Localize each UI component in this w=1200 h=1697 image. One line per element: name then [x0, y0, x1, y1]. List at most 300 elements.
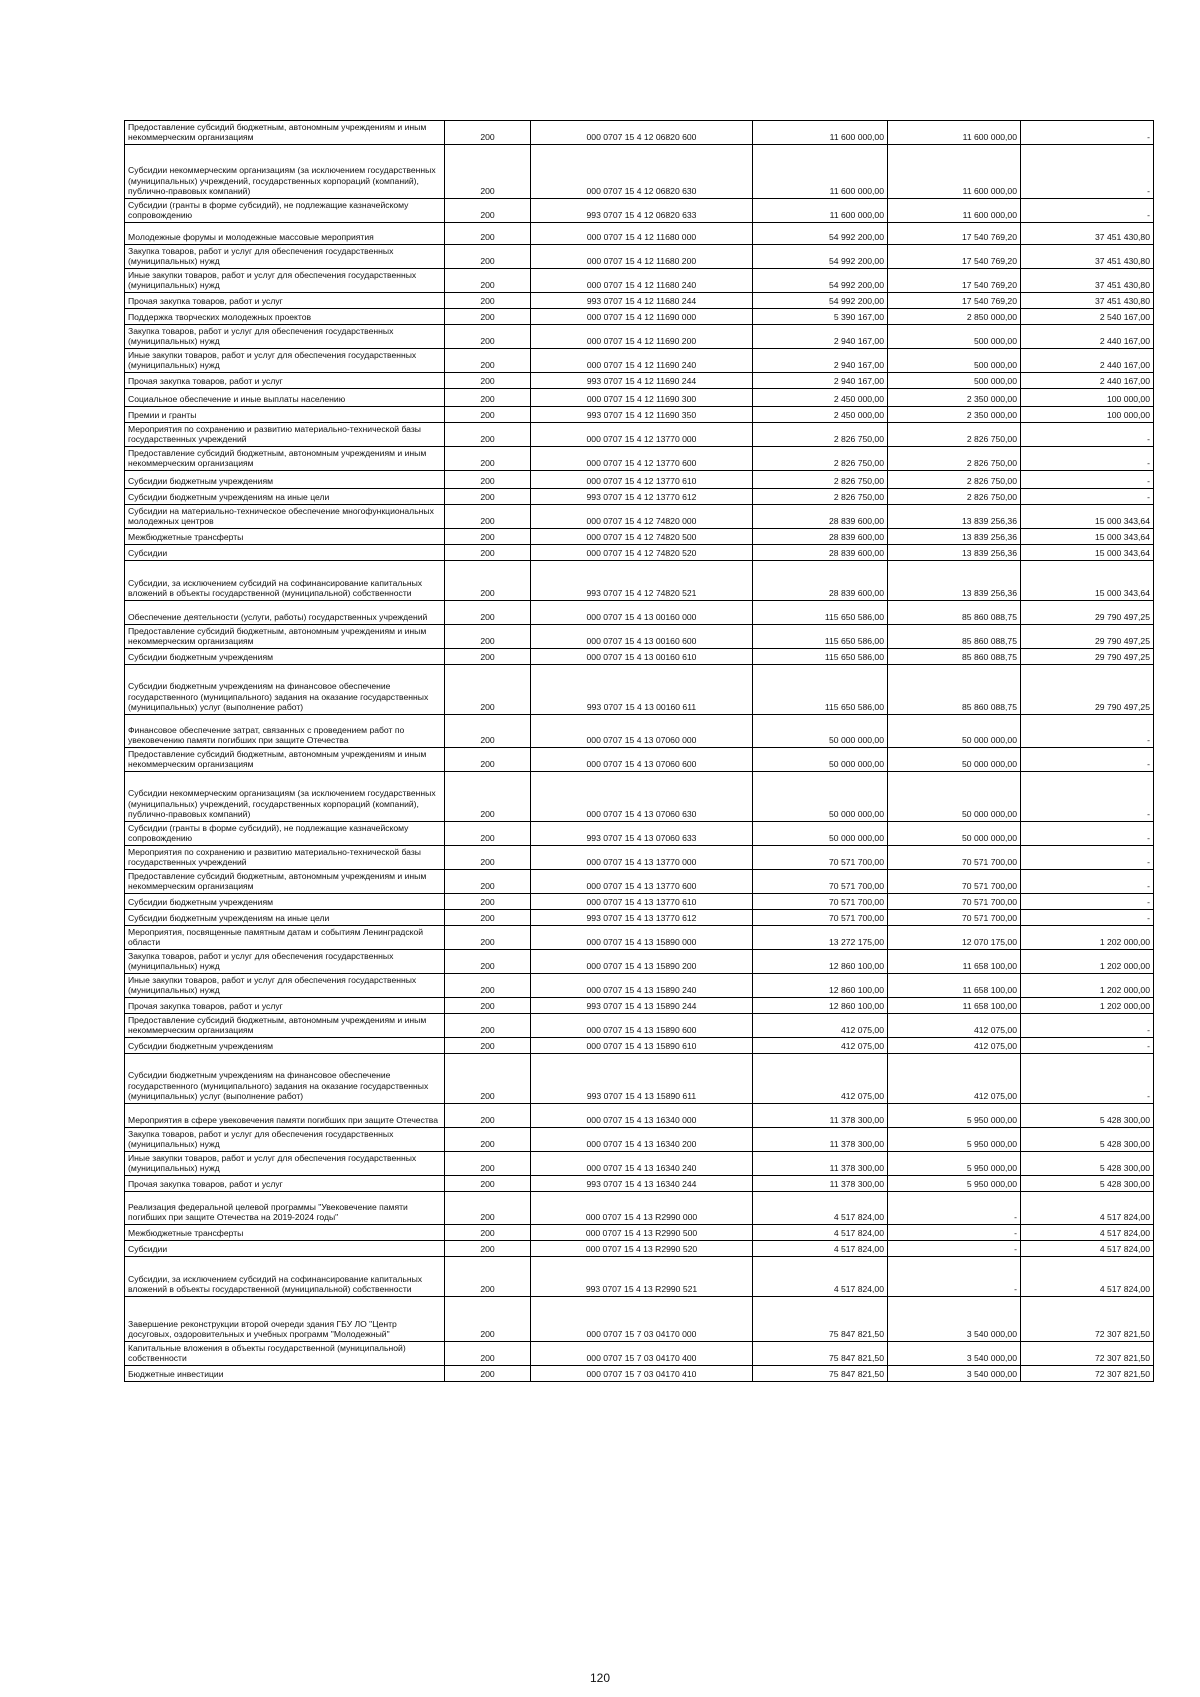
table-row — [125, 1038, 1154, 1054]
executed-amount: 5 950 000,00 — [888, 1176, 1021, 1192]
item-name: Субсидии, за исключением субсидий на софинансирование капитальных вложений в объекты государственной (муниципальной) собственности — [125, 1257, 445, 1297]
table-row — [125, 649, 1154, 665]
approved-amount: 2 826 750,00 — [753, 423, 888, 447]
item-name: Субсидии бюджетным учреждениям — [125, 894, 445, 910]
executed-amount: 50 000 000,00 — [888, 822, 1021, 846]
item-name: Субсидии некоммерческим организациям (за исключением государственных (муниципальных) учреждений, государственных корпораций (компаний), публично-правовых компаний) — [125, 772, 445, 822]
unexecuted-amount: 15 000 343,64 — [1021, 561, 1154, 601]
approved-amount: 28 839 600,00 — [753, 529, 888, 545]
budget-classification-code: 000 0707 15 7 03 04170 410 — [531, 1366, 753, 1382]
unexecuted-amount: - — [1021, 1038, 1154, 1054]
approved-amount: 11 378 300,00 — [753, 1128, 888, 1152]
approved-amount: 2 450 000,00 — [753, 389, 888, 407]
line-code: 200 — [445, 846, 531, 870]
item-name: Закупка товаров, работ и услуг для обеспечения государственных (муниципальных) нужд — [125, 245, 445, 269]
executed-amount: 11 658 100,00 — [888, 950, 1021, 974]
line-code: 200 — [445, 223, 531, 245]
executed-amount: 13 839 256,36 — [888, 505, 1021, 529]
budget-classification-code: 993 0707 15 4 13 R2990 521 — [531, 1257, 753, 1297]
budget-classification-code: 000 0707 15 4 12 11690 300 — [531, 389, 753, 407]
table-row — [125, 529, 1154, 545]
item-name: Субсидии, за исключением субсидий на софинансирование капитальных вложений в объекты государственной (муниципальной) собственности — [125, 561, 445, 601]
approved-amount: 13 272 175,00 — [753, 926, 888, 950]
table-row — [125, 561, 1154, 601]
line-code: 200 — [445, 715, 531, 748]
approved-amount: 115 650 586,00 — [753, 649, 888, 665]
executed-amount: 3 540 000,00 — [888, 1366, 1021, 1382]
line-code: 200 — [445, 1014, 531, 1038]
budget-classification-code: 993 0707 15 4 12 13770 612 — [531, 489, 753, 505]
table-row — [125, 1104, 1154, 1128]
budget-classification-code: 000 0707 15 4 13 07060 000 — [531, 715, 753, 748]
line-code: 200 — [445, 625, 531, 649]
line-code: 200 — [445, 926, 531, 950]
table-row — [125, 373, 1154, 389]
item-name: Закупка товаров, работ и услуг для обеспечения государственных (муниципальных) нужд — [125, 1128, 445, 1152]
budget-classification-code: 000 0707 15 4 13 15890 200 — [531, 950, 753, 974]
executed-amount: 70 571 700,00 — [888, 846, 1021, 870]
line-code: 200 — [445, 1038, 531, 1054]
table-row — [125, 910, 1154, 926]
unexecuted-amount: 37 451 430,80 — [1021, 293, 1154, 309]
item-name: Предоставление субсидий бюджетным, автономным учреждениям и иным некоммерческим организациям — [125, 870, 445, 894]
table-row — [125, 325, 1154, 349]
executed-amount: 5 950 000,00 — [888, 1104, 1021, 1128]
unexecuted-amount: 1 202 000,00 — [1021, 998, 1154, 1014]
executed-amount: 2 350 000,00 — [888, 407, 1021, 423]
budget-classification-code: 000 0707 15 4 12 74820 500 — [531, 529, 753, 545]
approved-amount: 12 860 100,00 — [753, 998, 888, 1014]
executed-amount: 70 571 700,00 — [888, 870, 1021, 894]
budget-classification-code: 000 0707 15 4 12 06820 630 — [531, 145, 753, 199]
approved-amount: 50 000 000,00 — [753, 715, 888, 748]
line-code: 200 — [445, 545, 531, 561]
table-row — [125, 926, 1154, 950]
line-code: 200 — [445, 974, 531, 998]
budget-classification-code: 000 0707 15 4 12 74820 000 — [531, 505, 753, 529]
item-name: Завершение реконструкции второй очереди здания ГБУ ЛО "Центр досуговых, оздоровительных и учебных программ "Молодежный" — [125, 1297, 445, 1342]
table-row — [125, 1176, 1154, 1192]
budget-classification-code: 993 0707 15 4 12 74820 521 — [531, 561, 753, 601]
approved-amount: 50 000 000,00 — [753, 748, 888, 772]
table-row — [125, 489, 1154, 505]
table-row — [125, 293, 1154, 309]
table-row — [125, 1241, 1154, 1257]
table-row — [125, 1054, 1154, 1104]
item-name: Субсидии — [125, 545, 445, 561]
unexecuted-amount: 5 428 300,00 — [1021, 1152, 1154, 1176]
line-code: 200 — [445, 489, 531, 505]
executed-amount: - — [888, 1192, 1021, 1225]
unexecuted-amount: - — [1021, 1014, 1154, 1038]
table-row — [125, 601, 1154, 625]
approved-amount: 11 600 000,00 — [753, 121, 888, 145]
unexecuted-amount: 72 307 821,50 — [1021, 1342, 1154, 1366]
executed-amount: 13 839 256,36 — [888, 545, 1021, 561]
line-code: 200 — [445, 1257, 531, 1297]
budget-classification-code: 000 0707 15 4 12 11690 000 — [531, 309, 753, 325]
table-row — [125, 1014, 1154, 1038]
executed-amount: - — [888, 1257, 1021, 1297]
approved-amount: 11 600 000,00 — [753, 199, 888, 223]
item-name: Субсидии бюджетным учреждениям на финансовое обеспечение государственного (муниципального) задания на оказание государственных (муниципальных) услуг (выполнение работ) — [125, 665, 445, 715]
executed-amount: 11 600 000,00 — [888, 199, 1021, 223]
table-row — [125, 199, 1154, 223]
executed-amount: 11 658 100,00 — [888, 974, 1021, 998]
unexecuted-amount: 29 790 497,25 — [1021, 665, 1154, 715]
line-code: 200 — [445, 373, 531, 389]
line-code: 200 — [445, 293, 531, 309]
budget-classification-code: 993 0707 15 4 13 16340 244 — [531, 1176, 753, 1192]
approved-amount: 11 378 300,00 — [753, 1176, 888, 1192]
unexecuted-amount: - — [1021, 772, 1154, 822]
budget-classification-code: 000 0707 15 4 13 00160 600 — [531, 625, 753, 649]
approved-amount: 70 571 700,00 — [753, 870, 888, 894]
line-code: 200 — [445, 1342, 531, 1366]
executed-amount: 3 540 000,00 — [888, 1342, 1021, 1366]
executed-amount: 11 600 000,00 — [888, 145, 1021, 199]
approved-amount: 54 992 200,00 — [753, 245, 888, 269]
unexecuted-amount: 37 451 430,80 — [1021, 269, 1154, 293]
item-name: Межбюджетные трансферты — [125, 1225, 445, 1241]
line-code: 200 — [445, 1152, 531, 1176]
table-row — [125, 423, 1154, 447]
approved-amount: 2 826 750,00 — [753, 489, 888, 505]
executed-amount: 50 000 000,00 — [888, 715, 1021, 748]
table-row — [125, 950, 1154, 974]
unexecuted-amount: 2 540 167,00 — [1021, 309, 1154, 325]
budget-classification-code: 000 0707 15 7 03 04170 000 — [531, 1297, 753, 1342]
unexecuted-amount: 72 307 821,50 — [1021, 1366, 1154, 1382]
approved-amount: 75 847 821,50 — [753, 1342, 888, 1366]
approved-amount: 115 650 586,00 — [753, 625, 888, 649]
executed-amount: 85 860 088,75 — [888, 649, 1021, 665]
executed-amount: 12 070 175,00 — [888, 926, 1021, 950]
budget-classification-code: 000 0707 15 4 12 11680 000 — [531, 223, 753, 245]
unexecuted-amount: 5 428 300,00 — [1021, 1176, 1154, 1192]
approved-amount: 2 940 167,00 — [753, 373, 888, 389]
line-code: 200 — [445, 389, 531, 407]
item-name: Иные закупки товаров, работ и услуг для обеспечения государственных (муниципальных) нужд — [125, 1152, 445, 1176]
line-code: 200 — [445, 407, 531, 423]
line-code: 200 — [445, 1297, 531, 1342]
approved-amount: 4 517 824,00 — [753, 1225, 888, 1241]
executed-amount: - — [888, 1225, 1021, 1241]
line-code: 200 — [445, 665, 531, 715]
table-row — [125, 407, 1154, 423]
line-code: 200 — [445, 447, 531, 471]
budget-classification-code: 000 0707 15 4 13 00160 000 — [531, 601, 753, 625]
budget-classification-code: 000 0707 15 4 13 R2990 000 — [531, 1192, 753, 1225]
unexecuted-amount: - — [1021, 471, 1154, 489]
budget-classification-code: 993 0707 15 4 12 06820 633 — [531, 199, 753, 223]
line-code: 200 — [445, 269, 531, 293]
line-code: 200 — [445, 772, 531, 822]
budget-classification-code: 993 0707 15 4 13 13770 612 — [531, 910, 753, 926]
table-row — [125, 974, 1154, 998]
approved-amount: 28 839 600,00 — [753, 505, 888, 529]
budget-classification-code: 000 0707 15 4 13 16340 200 — [531, 1128, 753, 1152]
item-name: Прочая закупка товаров, работ и услуг — [125, 373, 445, 389]
budget-classification-code: 000 0707 15 4 13 16340 000 — [531, 1104, 753, 1128]
unexecuted-amount: 2 440 167,00 — [1021, 373, 1154, 389]
item-name: Капитальные вложения в объекты государственной (муниципальной) собственности — [125, 1342, 445, 1366]
executed-amount: 85 860 088,75 — [888, 625, 1021, 649]
unexecuted-amount: 2 440 167,00 — [1021, 325, 1154, 349]
approved-amount: 11 600 000,00 — [753, 145, 888, 199]
item-name: Иные закупки товаров, работ и услуг для обеспечения государственных (муниципальных) нужд — [125, 974, 445, 998]
approved-amount: 412 075,00 — [753, 1038, 888, 1054]
executed-amount: 13 839 256,36 — [888, 529, 1021, 545]
budget-classification-code: 000 0707 15 4 13 15890 000 — [531, 926, 753, 950]
unexecuted-amount: 15 000 343,64 — [1021, 505, 1154, 529]
approved-amount: 4 517 824,00 — [753, 1257, 888, 1297]
table-row — [125, 1366, 1154, 1382]
unexecuted-amount: 15 000 343,64 — [1021, 529, 1154, 545]
page-number: 120 — [589, 1671, 611, 1685]
item-name: Иные закупки товаров, работ и услуг для обеспечения государственных (муниципальных) нужд — [125, 269, 445, 293]
approved-amount: 75 847 821,50 — [753, 1297, 888, 1342]
item-name: Субсидии — [125, 1241, 445, 1257]
line-code: 200 — [445, 1241, 531, 1257]
item-name: Иные закупки товаров, работ и услуг для обеспечения государственных (муниципальных) нужд — [125, 349, 445, 373]
line-code: 200 — [445, 199, 531, 223]
unexecuted-amount: 29 790 497,25 — [1021, 601, 1154, 625]
table-row — [125, 1192, 1154, 1225]
budget-classification-code: 000 0707 15 4 13 15890 600 — [531, 1014, 753, 1038]
table-row — [125, 665, 1154, 715]
unexecuted-amount: - — [1021, 822, 1154, 846]
budget-classification-code: 993 0707 15 4 13 15890 244 — [531, 998, 753, 1014]
table-row — [125, 846, 1154, 870]
line-code: 200 — [445, 1128, 531, 1152]
budget-classification-code: 000 0707 15 4 13 07060 630 — [531, 772, 753, 822]
executed-amount: 70 571 700,00 — [888, 910, 1021, 926]
approved-amount: 2 940 167,00 — [753, 325, 888, 349]
table-row — [125, 121, 1154, 145]
unexecuted-amount: 100 000,00 — [1021, 389, 1154, 407]
table-row — [125, 1128, 1154, 1152]
table-row — [125, 545, 1154, 561]
approved-amount: 4 517 824,00 — [753, 1192, 888, 1225]
table-row — [125, 505, 1154, 529]
item-name: Предоставление субсидий бюджетным, автономным учреждениям и иным некоммерческим организациям — [125, 625, 445, 649]
line-code: 200 — [445, 1366, 531, 1382]
approved-amount: 11 378 300,00 — [753, 1152, 888, 1176]
line-code: 200 — [445, 649, 531, 665]
budget-classification-code: 000 0707 15 4 13 16340 240 — [531, 1152, 753, 1176]
unexecuted-amount: 29 790 497,25 — [1021, 625, 1154, 649]
executed-amount: 50 000 000,00 — [888, 748, 1021, 772]
executed-amount: 2 826 750,00 — [888, 489, 1021, 505]
unexecuted-amount: 4 517 824,00 — [1021, 1192, 1154, 1225]
executed-amount: 412 075,00 — [888, 1038, 1021, 1054]
budget-classification-code: 000 0707 15 4 12 06820 600 — [531, 121, 753, 145]
table-row — [125, 1257, 1154, 1297]
item-name: Предоставление субсидий бюджетным, автономным учреждениям и иным некоммерческим организациям — [125, 1014, 445, 1038]
item-name: Субсидии бюджетным учреждениям на иные цели — [125, 910, 445, 926]
executed-amount: 17 540 769,20 — [888, 269, 1021, 293]
unexecuted-amount: - — [1021, 145, 1154, 199]
approved-amount: 54 992 200,00 — [753, 223, 888, 245]
approved-amount: 12 860 100,00 — [753, 974, 888, 998]
item-name: Субсидии бюджетным учреждениям — [125, 649, 445, 665]
approved-amount: 70 571 700,00 — [753, 894, 888, 910]
line-code: 200 — [445, 561, 531, 601]
budget-classification-code: 000 0707 15 4 13 13770 600 — [531, 870, 753, 894]
table-row — [125, 223, 1154, 245]
budget-classification-code: 000 0707 15 4 13 13770 610 — [531, 894, 753, 910]
budget-classification-code: 993 0707 15 4 13 00160 611 — [531, 665, 753, 715]
budget-classification-code: 000 0707 15 4 12 13770 610 — [531, 471, 753, 489]
item-name: Премии и гранты — [125, 407, 445, 423]
executed-amount: 5 950 000,00 — [888, 1128, 1021, 1152]
executed-amount: 85 860 088,75 — [888, 601, 1021, 625]
table-row — [125, 822, 1154, 846]
item-name: Субсидии (гранты в форме субсидий), не подлежащие казначейскому сопровождению — [125, 822, 445, 846]
table-row — [125, 772, 1154, 822]
executed-amount: 2 826 750,00 — [888, 423, 1021, 447]
unexecuted-amount: 37 451 430,80 — [1021, 223, 1154, 245]
budget-classification-code: 000 0707 15 4 12 13770 000 — [531, 423, 753, 447]
item-name: Молодежные форумы и молодежные массовые мероприятия — [125, 223, 445, 245]
line-code: 200 — [445, 325, 531, 349]
line-code: 200 — [445, 505, 531, 529]
executed-amount: 412 075,00 — [888, 1014, 1021, 1038]
unexecuted-amount: - — [1021, 748, 1154, 772]
approved-amount: 54 992 200,00 — [753, 269, 888, 293]
item-name: Обеспечение деятельности (услуги, работы) государственных учреждений — [125, 601, 445, 625]
budget-classification-code: 993 0707 15 4 12 11690 350 — [531, 407, 753, 423]
budget-execution-table — [124, 120, 1154, 1382]
table-row — [125, 1297, 1154, 1342]
line-code: 200 — [445, 1104, 531, 1128]
unexecuted-amount: - — [1021, 447, 1154, 471]
approved-amount: 28 839 600,00 — [753, 545, 888, 561]
line-code: 200 — [445, 1054, 531, 1104]
table-row — [125, 870, 1154, 894]
item-name: Субсидии бюджетным учреждениям на финансовое обеспечение государственного (муниципального) задания на оказание государственных (муниципальных) услуг (выполнение работ) — [125, 1054, 445, 1104]
executed-amount: 2 850 000,00 — [888, 309, 1021, 325]
unexecuted-amount: - — [1021, 199, 1154, 223]
item-name: Прочая закупка товаров, работ и услуг — [125, 293, 445, 309]
unexecuted-amount: - — [1021, 121, 1154, 145]
table-row — [125, 894, 1154, 910]
unexecuted-amount: - — [1021, 423, 1154, 447]
table-row — [125, 1152, 1154, 1176]
line-code: 200 — [445, 349, 531, 373]
item-name: Субсидии бюджетным учреждениям — [125, 1038, 445, 1054]
approved-amount: 11 378 300,00 — [753, 1104, 888, 1128]
item-name: Субсидии бюджетным учреждениям — [125, 471, 445, 489]
executed-amount: 2 350 000,00 — [888, 389, 1021, 407]
executed-amount: 3 540 000,00 — [888, 1297, 1021, 1342]
line-code: 200 — [445, 471, 531, 489]
item-name: Субсидии на материально-техническое обеспечение многофункциональных молодежных центров — [125, 505, 445, 529]
unexecuted-amount: 29 790 497,25 — [1021, 649, 1154, 665]
line-code: 200 — [445, 998, 531, 1014]
item-name: Закупка товаров, работ и услуг для обеспечения государственных (муниципальных) нужд — [125, 950, 445, 974]
line-code: 200 — [445, 529, 531, 545]
unexecuted-amount: 5 428 300,00 — [1021, 1104, 1154, 1128]
item-name: Социальное обеспечение и иные выплаты населению — [125, 389, 445, 407]
item-name: Субсидии некоммерческим организациям (за исключением государственных (муниципальных) учреждений, государственных корпораций (компаний), публично-правовых компаний) — [125, 145, 445, 199]
approved-amount: 412 075,00 — [753, 1014, 888, 1038]
line-code: 200 — [445, 1176, 531, 1192]
executed-amount: 500 000,00 — [888, 373, 1021, 389]
approved-amount: 28 839 600,00 — [753, 561, 888, 601]
table-row — [125, 1225, 1154, 1241]
item-name: Мероприятия в сфере увековечения памяти погибших при защите Отечества — [125, 1104, 445, 1128]
budget-classification-code: 000 0707 15 4 13 00160 610 — [531, 649, 753, 665]
item-name: Предоставление субсидий бюджетным, автономным учреждениям и иным некоммерческим организациям — [125, 121, 445, 145]
budget-classification-code: 993 0707 15 4 13 07060 633 — [531, 822, 753, 846]
item-name: Финансовое обеспечение затрат, связанных с проведением работ по увековечению памяти погибших при защите Отечества — [125, 715, 445, 748]
table-row — [125, 625, 1154, 649]
line-code: 200 — [445, 950, 531, 974]
unexecuted-amount: 2 440 167,00 — [1021, 349, 1154, 373]
line-code: 200 — [445, 894, 531, 910]
line-code: 200 — [445, 748, 531, 772]
item-name: Субсидии бюджетным учреждениям на иные цели — [125, 489, 445, 505]
unexecuted-amount: - — [1021, 1054, 1154, 1104]
approved-amount: 54 992 200,00 — [753, 293, 888, 309]
unexecuted-amount: - — [1021, 715, 1154, 748]
unexecuted-amount: - — [1021, 894, 1154, 910]
line-code: 200 — [445, 423, 531, 447]
unexecuted-amount: 37 451 430,80 — [1021, 245, 1154, 269]
table-row — [125, 389, 1154, 407]
item-name: Закупка товаров, работ и услуг для обеспечения государственных (муниципальных) нужд — [125, 325, 445, 349]
executed-amount: 17 540 769,20 — [888, 245, 1021, 269]
budget-classification-code: 993 0707 15 4 12 11680 244 — [531, 293, 753, 309]
line-code: 200 — [445, 145, 531, 199]
table-row — [125, 1342, 1154, 1366]
approved-amount: 2 940 167,00 — [753, 349, 888, 373]
line-code: 200 — [445, 1225, 531, 1241]
budget-classification-code: 000 0707 15 4 13 R2990 500 — [531, 1225, 753, 1241]
unexecuted-amount: 72 307 821,50 — [1021, 1297, 1154, 1342]
approved-amount: 2 826 750,00 — [753, 447, 888, 471]
budget-classification-code: 000 0707 15 4 12 11680 240 — [531, 269, 753, 293]
approved-amount: 75 847 821,50 — [753, 1366, 888, 1382]
line-code: 200 — [445, 1192, 531, 1225]
approved-amount: 5 390 167,00 — [753, 309, 888, 325]
item-name: Субсидии (гранты в форме субсидий), не подлежащие казначейскому сопровождению — [125, 199, 445, 223]
budget-classification-code: 993 0707 15 4 13 15890 611 — [531, 1054, 753, 1104]
executed-amount: 50 000 000,00 — [888, 772, 1021, 822]
item-name: Прочая закупка товаров, работ и услуг — [125, 1176, 445, 1192]
executed-amount: 70 571 700,00 — [888, 894, 1021, 910]
line-code: 200 — [445, 910, 531, 926]
budget-classification-code: 000 0707 15 4 13 13770 000 — [531, 846, 753, 870]
budget-classification-code: 000 0707 15 4 12 13770 600 — [531, 447, 753, 471]
item-name: Прочая закупка товаров, работ и услуг — [125, 998, 445, 1014]
approved-amount: 4 517 824,00 — [753, 1241, 888, 1257]
approved-amount: 2 450 000,00 — [753, 407, 888, 423]
unexecuted-amount: 4 517 824,00 — [1021, 1225, 1154, 1241]
executed-amount: 500 000,00 — [888, 325, 1021, 349]
table-row — [125, 349, 1154, 373]
executed-amount: 85 860 088,75 — [888, 665, 1021, 715]
executed-amount: 412 075,00 — [888, 1054, 1021, 1104]
table-row — [125, 447, 1154, 471]
item-name: Мероприятия по сохранению и развитию материально-технической базы государственных учреждений — [125, 846, 445, 870]
executed-amount: 13 839 256,36 — [888, 561, 1021, 601]
executed-amount: 5 950 000,00 — [888, 1152, 1021, 1176]
table-row — [125, 998, 1154, 1014]
item-name: Предоставление субсидий бюджетным, автономным учреждениям и иным некоммерческим организациям — [125, 447, 445, 471]
